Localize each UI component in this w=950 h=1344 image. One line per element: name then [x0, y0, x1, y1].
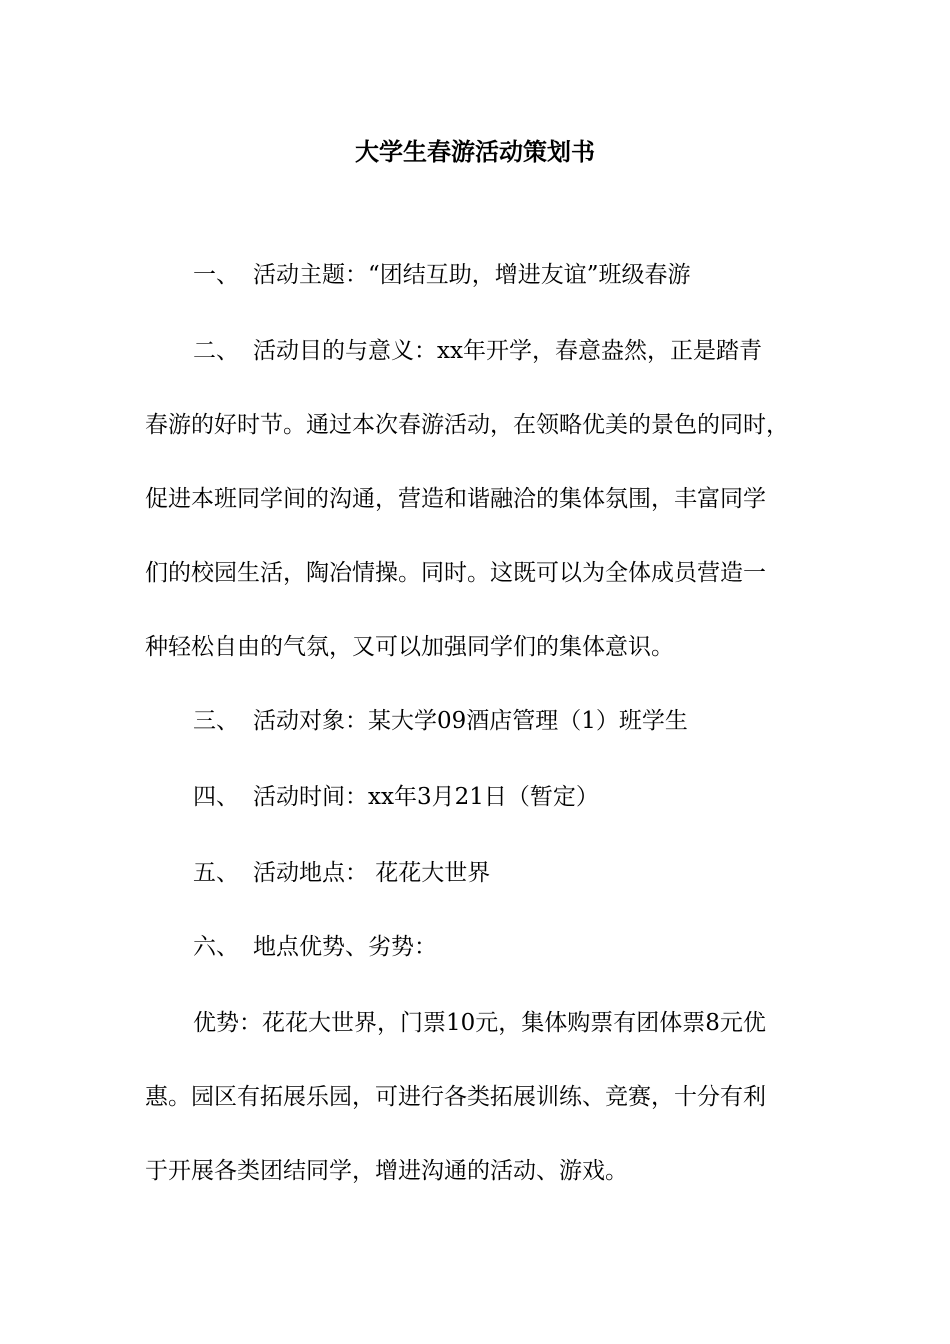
section-5-text: 活动地点： 花花大世界 — [253, 860, 491, 886]
section-3-text: 活动对象：某大学09酒店管理（1）班学生 — [253, 708, 688, 734]
section-2-line-5: 种轻松自由的气氛，又可以加强同学们的集体意识。 — [145, 634, 674, 660]
section-6 — [193, 930, 437, 964]
section-4-text: 活动时间：xx年3月21日（暂定） — [253, 784, 599, 810]
section-4 — [193, 780, 599, 814]
advantage-line-2: 惠。园区有拓展乐园，可进行各类拓展训练、竞赛，十分有利 — [145, 1084, 766, 1110]
advantage-line-1: 优势：花花大世界，门票10元，集体购票有团体票8元优 — [193, 1010, 766, 1036]
section-3-number: 三、 — [193, 708, 239, 734]
section-3 — [193, 704, 688, 738]
document-title: 大学生春游活动策划书 — [355, 137, 595, 166]
section-1-text: 活动主题：“团结互助，增进友谊”班级春游 — [253, 262, 691, 288]
section-2 — [193, 334, 762, 368]
section-2-text: 活动目的与意义：xx年开学，春意盎然，正是踏青 — [253, 338, 762, 364]
section-2-line-4: 们的校园生活，陶冶情操。同时。这既可以为全体成员营造一 — [145, 560, 766, 586]
section-2-line-3: 促进本班同学间的沟通，营造和谐融洽的集体氛围，丰富同学 — [145, 486, 766, 512]
section-5 — [193, 856, 490, 890]
section-1 — [193, 258, 691, 292]
section-2-number: 二、 — [193, 338, 239, 364]
section-1-number: 一、 — [193, 262, 239, 288]
section-6-number: 六、 — [193, 934, 239, 960]
section-4-number: 四、 — [193, 784, 239, 810]
section-5-number: 五、 — [193, 860, 239, 886]
section-2-line-2: 春游的好时节。通过本次春游活动，在领略优美的景色的同时， — [145, 412, 789, 438]
advantage-line-3: 于开展各类团结同学，增进沟通的活动、游戏。 — [145, 1158, 628, 1184]
section-6-text: 地点优势、劣势： — [253, 934, 437, 960]
